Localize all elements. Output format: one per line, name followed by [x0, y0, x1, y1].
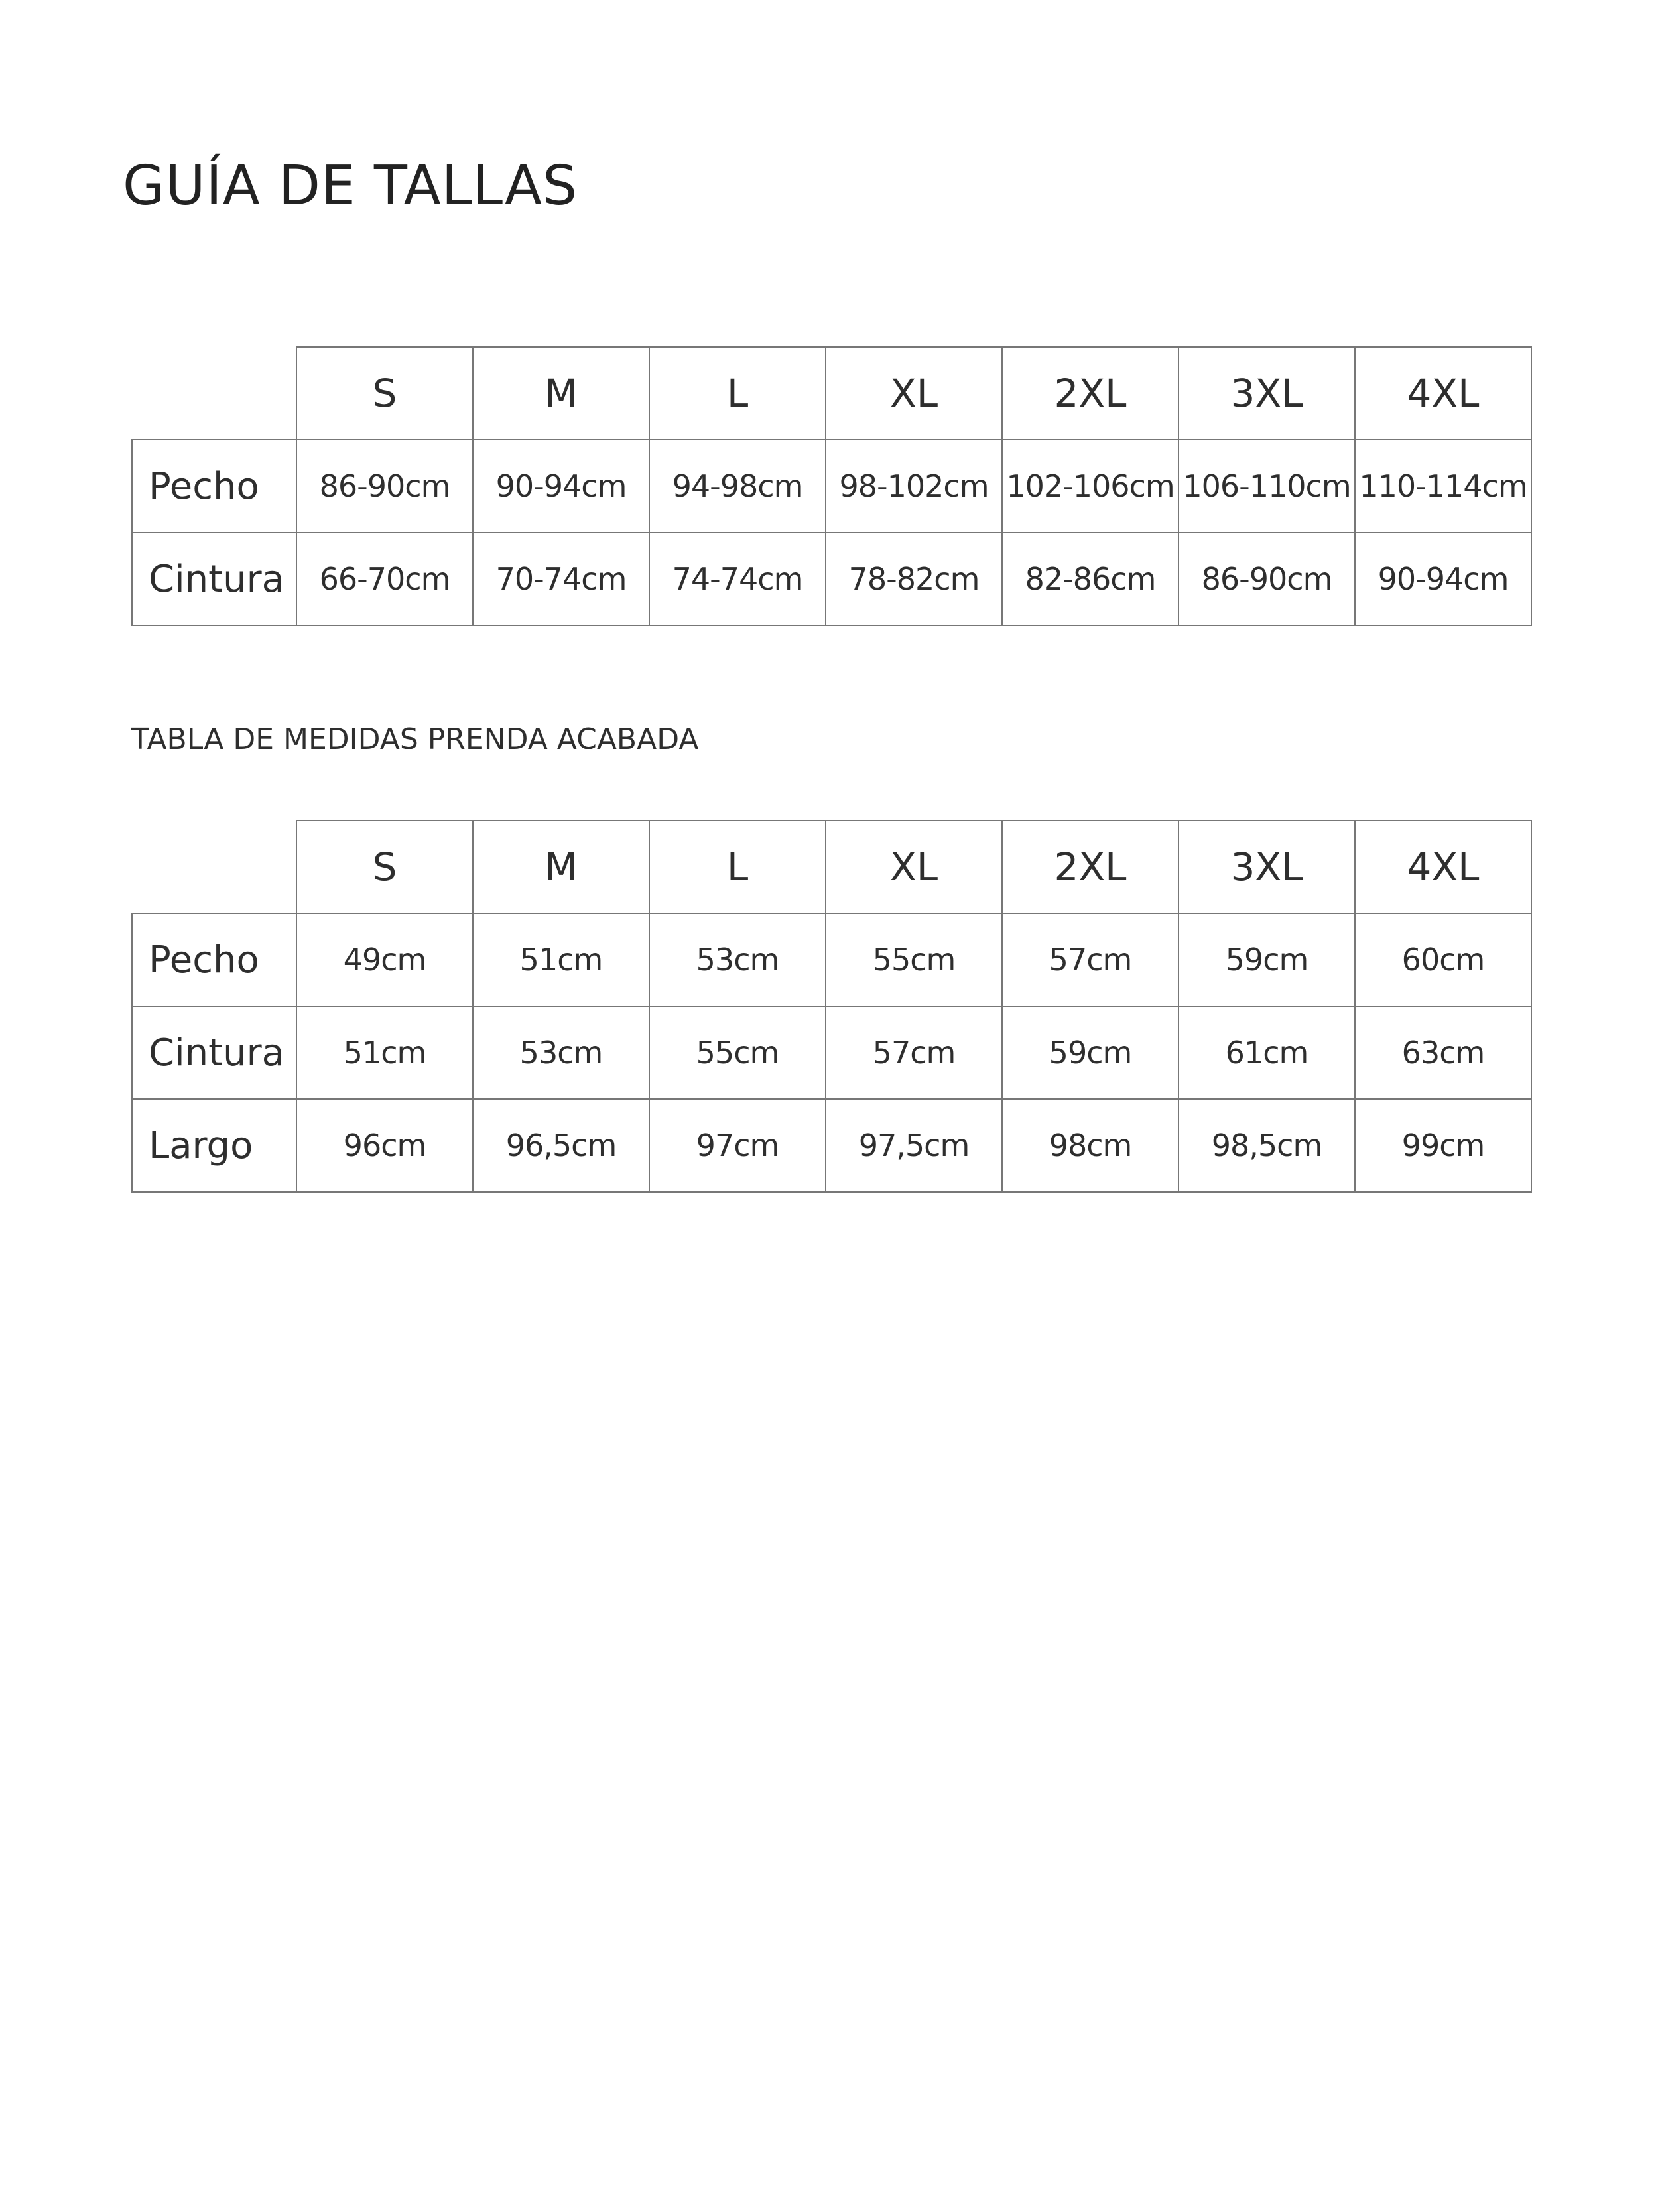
table-cell: 96,5cm: [473, 1099, 649, 1192]
table-cell: 55cm: [649, 1006, 826, 1099]
row-label: Cintura: [132, 1006, 296, 1099]
size-header-4xl: 4XL: [1355, 820, 1531, 913]
row-label: Largo: [132, 1099, 296, 1192]
table-cell: 94-98cm: [649, 440, 826, 533]
table-row-pecho: [132, 913, 1531, 1006]
table-cell: 98-102cm: [826, 440, 1002, 533]
size-header-s: S: [296, 347, 473, 440]
size-header-l: L: [649, 347, 826, 440]
row-label: Cintura: [132, 533, 296, 625]
table-cell: 96cm: [296, 1099, 473, 1192]
table-cell: 106-110cm: [1179, 440, 1355, 533]
size-header-l: L: [649, 820, 826, 913]
table-cell: 57cm: [826, 1006, 1002, 1099]
table-cell: 49cm: [296, 913, 473, 1006]
table-cell: 90-94cm: [1355, 533, 1531, 625]
table-cell: 51cm: [473, 913, 649, 1006]
table-header-row: [132, 820, 1531, 913]
table-cell: 60cm: [1355, 913, 1531, 1006]
row-label: Pecho: [132, 440, 296, 533]
size-header-4xl: 4XL: [1355, 347, 1531, 440]
size-header-3xl: 3XL: [1179, 820, 1355, 913]
table-row-largo: [132, 1099, 1531, 1192]
table-cell: 53cm: [649, 913, 826, 1006]
table-cell: 97cm: [649, 1099, 826, 1192]
table-cell: 86-90cm: [296, 440, 473, 533]
garment-size-table: [131, 820, 1532, 1193]
body-size-table: [131, 346, 1532, 626]
table-corner-cell: [132, 347, 296, 440]
size-header-2xl: 2XL: [1002, 820, 1179, 913]
table-cell: 98cm: [1002, 1099, 1179, 1192]
table-cell: 86-90cm: [1179, 533, 1355, 625]
table-cell: 66-70cm: [296, 533, 473, 625]
row-label: Pecho: [132, 913, 296, 1006]
table-cell: 82-86cm: [1002, 533, 1179, 625]
table-cell: 57cm: [1002, 913, 1179, 1006]
garment-section-title: TABLA DE MEDIDAS PRENDA ACABADA: [131, 722, 699, 756]
table-row-pecho: [132, 440, 1531, 533]
table-corner-cell: [132, 820, 296, 913]
size-header-m: M: [473, 347, 649, 440]
table-cell: 51cm: [296, 1006, 473, 1099]
table-cell: 61cm: [1179, 1006, 1355, 1099]
size-header-m: M: [473, 820, 649, 913]
table-cell: 98,5cm: [1179, 1099, 1355, 1192]
size-header-xl: XL: [826, 347, 1002, 440]
table-cell: 99cm: [1355, 1099, 1531, 1192]
table-cell: 53cm: [473, 1006, 649, 1099]
table-cell: 78-82cm: [826, 533, 1002, 625]
table-cell: 102-106cm: [1002, 440, 1179, 533]
table-cell: 59cm: [1002, 1006, 1179, 1099]
size-header-3xl: 3XL: [1179, 347, 1355, 440]
table-row-cintura: [132, 533, 1531, 625]
size-header-xl: XL: [826, 820, 1002, 913]
table-cell: 63cm: [1355, 1006, 1531, 1099]
table-cell: 97,5cm: [826, 1099, 1002, 1192]
table-cell: 74-74cm: [649, 533, 826, 625]
table-cell: 70-74cm: [473, 533, 649, 625]
table-cell: 90-94cm: [473, 440, 649, 533]
page-title: GUÍA DE TALLAS: [123, 155, 578, 218]
size-header-s: S: [296, 820, 473, 913]
table-cell: 59cm: [1179, 913, 1355, 1006]
table-cell: 55cm: [826, 913, 1002, 1006]
table-row-cintura: [132, 1006, 1531, 1099]
size-header-2xl: 2XL: [1002, 347, 1179, 440]
table-header-row: [132, 347, 1531, 440]
table-cell: 110-114cm: [1355, 440, 1531, 533]
